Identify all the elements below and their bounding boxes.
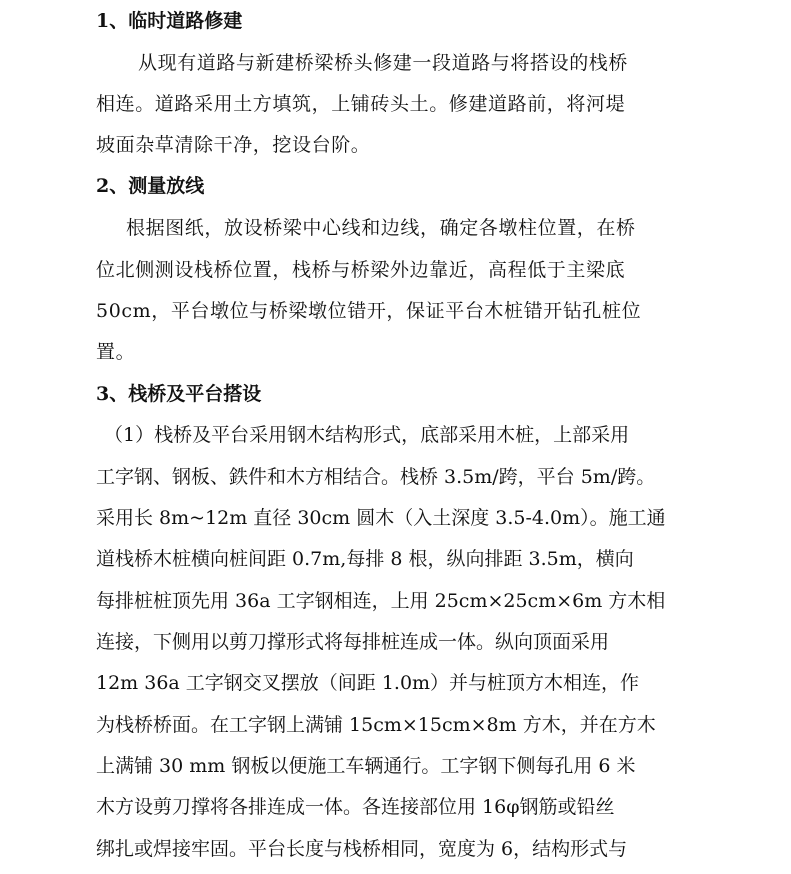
section-3-line-5: 每排桩桩顶先用 36a 工字钢相连，上用 25cm×25cm×6m 方木相: [96, 590, 666, 612]
section-3-line-8: 为栈桥桥面。在工字钢上满铺 15cm×15cm×8m 方木，并在方木: [96, 714, 656, 736]
section-2-line-1: 根据图纸，放设桥梁中心线和边线，确定各墩柱位置，在桥: [126, 217, 636, 239]
section-3-line-11: 绑扎或焊接牢固。平台长度与栈桥相同，宽度为 6，结构形式与: [96, 838, 628, 860]
section-2-heading: 2、测量放线: [96, 175, 205, 197]
section-3-line-2: 工字钢、钢板、鉄件和木方相结合。栈桥 3.5m/跨，平台 5m/跨。: [96, 466, 656, 488]
section-3-line-3: 采用长 8m~12m 直径 30cm 圆木（入土深度 3.5-4.0m）。施工通: [96, 507, 666, 529]
section-3-line-9: 上满铺 30 mm 钢板以便施工车辆通行。工字钢下侧每孔用 6 米: [96, 755, 636, 777]
section-3-line-6: 连接，下侧用以剪刀撑形式将每排桩连成一体。纵向顶面采用: [96, 631, 610, 653]
section-1-line-3: 坡面杂草清除干净，挖设台阶。: [96, 134, 371, 156]
section-2-line-4: 置。: [96, 341, 136, 363]
section-3-line-10: 木方设剪刀撑将各排连成一体。各连接部位用 16φ钢筋或铅丝: [96, 796, 615, 818]
section-3-line-1: （1）栈桥及平台采用钢木结构形式，底部采用木桩，上部采用: [104, 424, 630, 446]
section-3-heading: 3、栈桥及平台搭设: [96, 383, 262, 405]
section-1-heading: 1、临时道路修建: [96, 10, 243, 32]
section-3-line-7: 12m 36a 工字钢交叉摆放（间距 1.0m）并与桩顶方木相连，作: [96, 672, 640, 694]
section-1-line-2: 相连。道路采用土方填筑，上铺砖头土。修建道路前，将河堤: [96, 93, 626, 115]
section-1-line-1: 从现有道路与新建桥梁桥头修建一段道路与将搭设的栈桥: [138, 52, 629, 74]
section-3-line-4: 道栈桥木桩横向桩间距 0.7m,每排 8 根，纵向排距 3.5m，横向: [96, 548, 634, 570]
section-2-line-3: 50cm，平台墩位与桥梁墩位错开，保证平台木桩错开钻孔桩位: [96, 300, 642, 322]
section-2-line-2: 位北侧测设栈桥位置，栈桥与桥梁外边靠近，高程低于主梁底: [96, 259, 626, 281]
